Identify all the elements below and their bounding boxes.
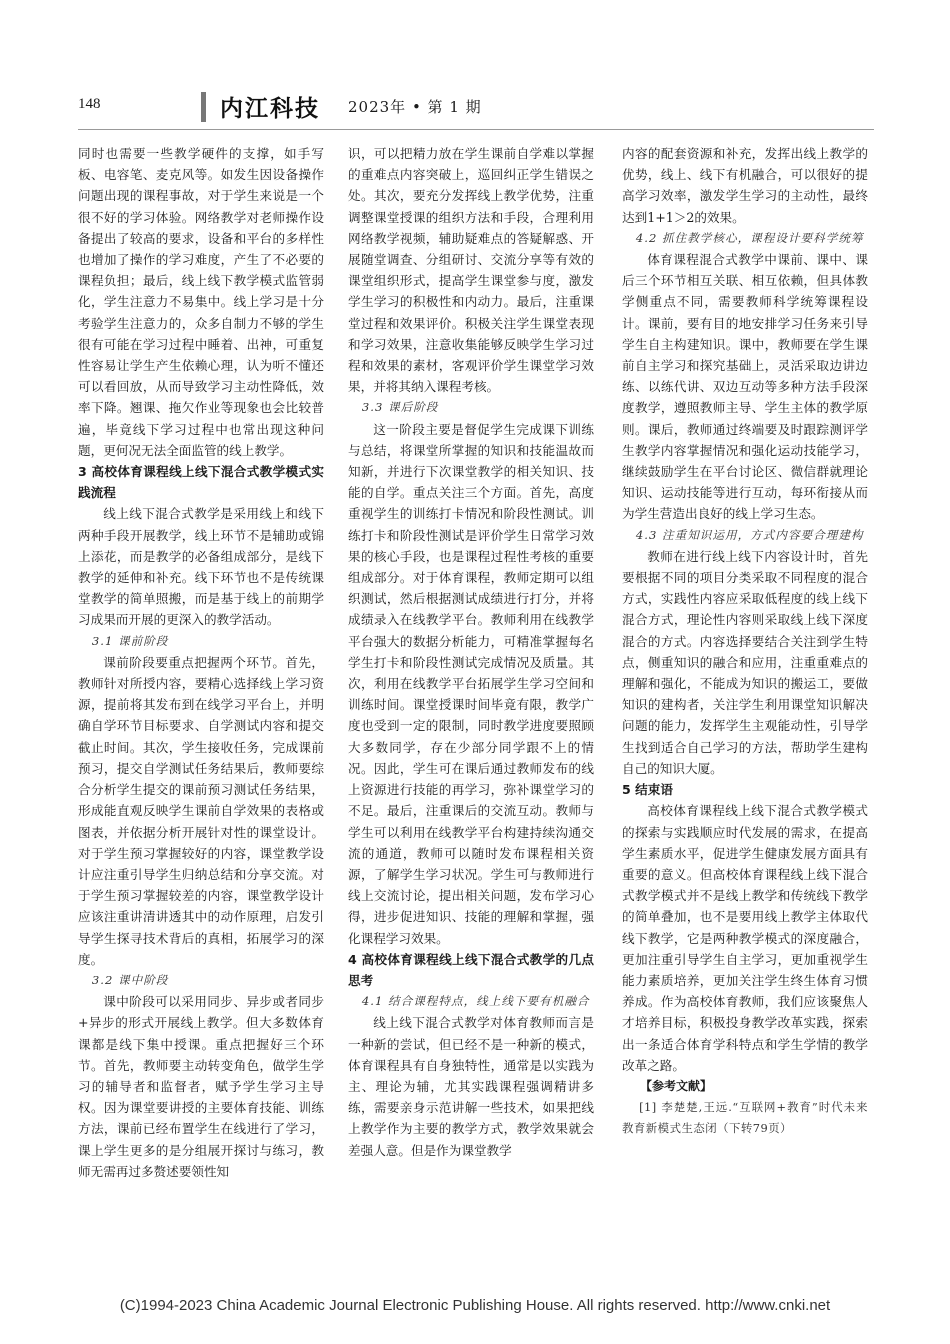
subsection-heading-3-1: 3.1 课前阶段: [91, 633, 169, 648]
paragraph: 教师在进行线上线下内容设计时，首先要根据不同的项目分类采取不同程度的混合方式，实践性内容应采取低程度的线上线下混合方式，理论性内容则采取线上线下深度混合的方式。内容选择要结合关注到学生特点，侧重知识的融合和应用，注重重难点的理解和强化，不能成为知识的搬运工，要做知识的建构者，关注学生利用课堂知识解决问题的能力，发挥学生主观能动性，引导学生找到适合自己学习的方法，帮助学生建构自己的知识大厦。: [622, 548, 868, 776]
header-divider: [201, 92, 206, 122]
subsection-heading-4-2: 4.2 抓住教学核心，课程设计要科学统筹: [635, 230, 864, 245]
paragraph: 同时也需要一些教学硬件的支撑，如手写板、电容笔、麦克风等。如发生因设备操作问题出现的课程事故，对于学生来说是一个很不好的学习体验。网络教学对老师操作设备提出了较高的要求，设备和平台的多样性也增加了操作的学习难度，产生了不必要的课程负担；最后，线上线下教学模式监管弱化，学生注意力不易集中。线上学习是十分考验学生注意力的，众多自制力不够的学生很有可能在学习过程中睡着、出神，可重复性容易让学生产生依赖心理，认为听不懂还可以看回放，从而导致学习主动性降低，效率下降。翘课、拖欠作业等现象也会比较普遍，毕竟线下学习过程中也常出现这种问题，更何况无法全面监管的线上教学。: [78, 146, 324, 458]
header-rule: [78, 129, 874, 130]
reference-item: [1] 李楚楚,王远.“互联网+教育”时代未来教育新模式生态闭（下转79页）: [622, 1100, 868, 1136]
paragraph: 这一阶段主要是督促学生完成课下训练与总结，将课堂所掌握的知识和技能温故而知新，并进行下次课堂教学的相关知识、技能的自学。重点关注三个方面。首先，高度重视学生的训练打卡情况和阶段性测试。训练打卡和阶段性测试是评价学生日常学习效果的核心手段，也是课程过程性考核的重要组成部分。对于体育课程，教师定期可以组织测试，然后根据测试成绩进行打分，并将成绩录入在线教学平台。教师利用在线教学平台强大的数据分析能力，可精准掌握每名学生打卡和阶段性测试完成情况及质量。其次，利用在线教学平台拓展学生学习空间和训练时间。课堂授课时间毕竟有限，教学广度也受到一定的限制，同时教学进度要照顾大多数同学，存在少部分同学跟不上的情况。因此，学生可在课后通过教师发布的线上资源进行技能的再学习，弥补课堂学习的不足。最后，注重课后的交流互动。教师与学生可以利用在线教学平台构建持续沟通交流的通道，教师可以随时发布课程相关资源，了解学生学习状况。学生可与教师进行线上交流讨论，提出相关问题，发布学习心得，进步促进知识、技能的理解和掌握，强化课程学习效果。: [348, 421, 594, 946]
copyright-footer: (C)1994-2023 China Academic Journal Electronic Publishing House. All rights reserved. http://www.cnki.net: [119, 1297, 831, 1314]
subsection-heading-4-1: 4.1 结合课程特点，线上线下要有机融合: [361, 994, 590, 1009]
journal-logo: 内江科技: [220, 96, 320, 122]
paragraph: 识，可以把精力放在学生课前自学难以掌握的重难点内容突破上，巡回纠正学生错误之处。其次，要充分发挥线上教学优势，注重调整课堂授课的组织方法和手段，合理利用网络教学视频，辅助疑难点的答疑解惑、开展随堂调查、分组研讨、交流分享等有效的课堂组织形式，提高学生课堂参与度，激发学生学习的积极性和内动力。最后，注重课堂过程和效果评价。积极关注学生课堂表现和学习效果，注意收集能够反映学生学习过程和效果的素材，客观评价学生课堂学习效果，并将其纳入课程考核。: [348, 146, 594, 395]
paragraph: 高校体育课程线上线下混合式教学模式的探索与实践顺应时代发展的需求，在提高学生素质水平，促进学生健康发展方面具有重要的意义。但高校体育课程线上线下混合式教学模式并不是线上教学和传统线下教学的简单叠加，也不是要用线上教学主体取代线下教学，它是两种教学模式的深度融合，更加注重引导学生自主学习，更加重视学生能力素质培养，更加关注学生终生体育习惯养成。作为高校体育教师，我们应该聚焦人才培养目标，积极投身教学改革实践，探索出一条适合体育学科特点和学生学情的教学改革之路。: [622, 803, 868, 1073]
column-3: [622, 143, 868, 1140]
subsection-heading-3-3: 3.3 课后阶段: [361, 400, 439, 415]
issue-label: 2023年 • 第 1 期: [348, 98, 482, 116]
paragraph: 线上线下混合式教学是采用线上和线下两种手段开展教学，线上环节不是辅助或锦上添花，而是教学的必备组成部分，是线下教学的延伸和补充。线下环节也不是传统课堂教学的简单照搬，而是基于线上的前期学习成果而开展的更深入的教学活动。: [78, 506, 324, 628]
paragraph: 内容的配套资源和补充，发挥出线上教学的优势，线上、线下有机融合，可以很好的提高学习效率，激发学生学习的主动性，最终达到1+1＞2的效果。: [622, 146, 868, 225]
page-number: 148: [78, 96, 101, 112]
paragraph: 线上线下混合式教学对体育教师而言是一种新的尝试，但已经不是一种新的模式，体育课程具有自身独特性，通常是以实践为主、理论为辅，尤其实践课程强调精讲多练，需要亲身示范讲解一些技术，如果把线上教学作为主要的教学方式，教学效果就会差强人意。但是作为课堂教学: [348, 1015, 594, 1158]
subsection-heading-4-3: 4.3 注重知识运用，方式内容要合理建构: [635, 527, 864, 542]
paragraph: 课中阶段可以采用同步、异步或者同步+异步的形式开展线上教学。但大多数体育课都是线下集中授课。重点把握好三个环节。首先，教师要主动转变角色，做学生学习的辅导者和监督者，赋予学生学习主导权。因为课堂要讲授的主要体育技能、训练方法，课前已经布置学生在线进行了学习，课上学生更多的是分组展开探讨与练习，教师无需再过多赘述要领性知: [78, 994, 324, 1179]
page-header: [78, 92, 874, 126]
section-heading-4: 4 高校体育课程线上线下混合式教学的几点思考: [348, 951, 594, 988]
subsection-heading-3-2: 3.2 课中阶段: [91, 972, 169, 987]
paragraph: 体育课程混合式教学中课前、课中、课后三个环节相互关联、相互依赖，但具体教学侧重点不同，需要教师科学统筹课程设计。课前，要有目的地安排学习任务来引导学生自主构建知识。课中，教师要在学生课前自主学习和探究基础上，灵活采取边讲边练、以练代讲、双边互动等多种方法手段深度教学，遵照教师主导、学生主体的教学原则。课后，教师通过终端要及时跟踪测评学生教学内容掌握情况和强化运动技能学习，继续鼓励学生在平台讨论区、微信群就理论知识、运动技能等进行互动，每环衔接从而为学生营造出良好的线上学习生态。: [622, 252, 868, 522]
column-1: [78, 143, 324, 1182]
paragraph: 课前阶段要重点把握两个环节。首先，教师针对所授内容，要精心选择线上学习资源，提前将其发布到在线学习平台上，并明确自学环节目标要求、自学测试内容和提交截止时间。其次，学生接收任务，完成课前预习，提交自学测试任务结果后，教师要综合分析学生提交的课前预习测试任务结果，形成能直观反映学生课前自学效果的表格或图表，并依据分析开展针对性的课堂设计。对于学生预习掌握较好的内容，课堂教学设计应注重引导学生归纳总结和分享交流。对于学生预习掌握较差的内容，课堂教学设计应该注重讲清讲透其中的动作原理，启发引导学生探寻技术背后的真相，拓展学习的深度。: [78, 654, 324, 967]
section-heading-3: 3 高校体育课程线上线下混合式教学模式实践流程: [78, 464, 324, 501]
references-title: 【参考文献】: [640, 1078, 713, 1093]
column-2: [348, 143, 594, 1161]
section-heading-5: 5 结束语: [622, 782, 673, 798]
